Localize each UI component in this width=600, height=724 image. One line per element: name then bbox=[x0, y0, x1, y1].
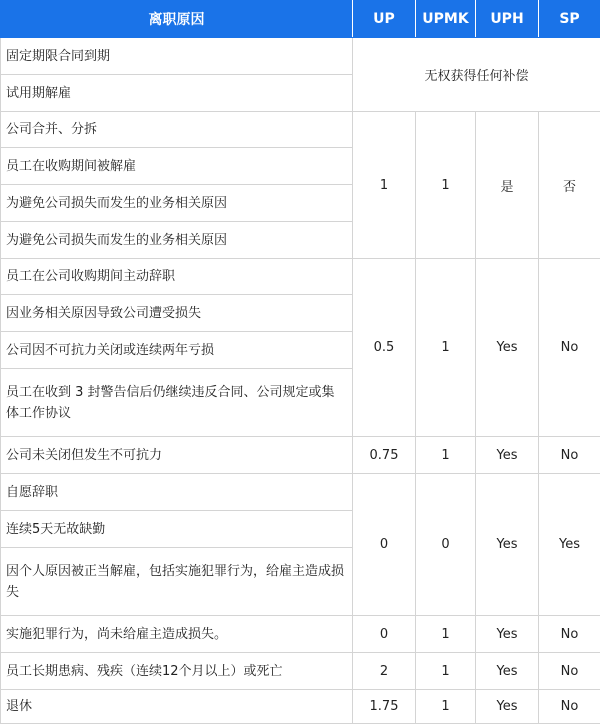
header-up: UP bbox=[353, 1, 416, 38]
reason-cell: 因业务相关原因导致公司遭受损失 bbox=[1, 295, 353, 332]
upmk-cell: 0 bbox=[416, 474, 476, 616]
merged-note-cell: 无权获得任何补偿 bbox=[353, 38, 600, 112]
uph-cell: Yes bbox=[476, 616, 539, 653]
reason-cell: 公司因不可抗力关闭或连续两年亏损 bbox=[1, 332, 353, 369]
reason-cell: 因个人原因被正当解雇，包括实施犯罪行为，给雇主造成损失 bbox=[1, 548, 353, 616]
upmk-cell: 1 bbox=[416, 259, 476, 437]
up-cell: 1.75 bbox=[353, 690, 416, 724]
up-cell: 1 bbox=[353, 112, 416, 259]
reason-cell: 退休 bbox=[1, 690, 353, 724]
upmk-cell: 1 bbox=[416, 690, 476, 724]
up-cell: 0.5 bbox=[353, 259, 416, 437]
reason-cell: 实施犯罪行为，尚未给雇主造成损失。 bbox=[1, 616, 353, 653]
sp-cell: Yes bbox=[539, 474, 600, 616]
header-upmk: UPMK bbox=[416, 1, 476, 38]
up-cell: 2 bbox=[353, 653, 416, 690]
uph-cell: Yes bbox=[476, 690, 539, 724]
sp-cell: No bbox=[539, 437, 600, 474]
header-row bbox=[1, 1, 600, 38]
table-row bbox=[1, 38, 600, 75]
upmk-cell: 1 bbox=[416, 653, 476, 690]
header-uph: UPH bbox=[476, 1, 539, 38]
reason-cell: 自愿辞职 bbox=[1, 474, 353, 511]
sp-cell: No bbox=[539, 259, 600, 437]
upmk-cell: 1 bbox=[416, 437, 476, 474]
reason-cell: 试用期解雇 bbox=[1, 75, 353, 112]
reason-cell: 连续5天无故缺勤 bbox=[1, 511, 353, 548]
table-row bbox=[1, 616, 600, 653]
reason-cell: 固定期限合同到期 bbox=[1, 38, 353, 75]
reason-cell: 公司合并、分拆 bbox=[1, 112, 353, 148]
sp-cell: No bbox=[539, 690, 600, 724]
sp-cell: No bbox=[539, 653, 600, 690]
uph-cell: Yes bbox=[476, 474, 539, 616]
table-row bbox=[1, 690, 600, 724]
reason-cell: 员工在公司收购期间主动辞职 bbox=[1, 259, 353, 295]
reason-cell: 为避免公司损失而发生的业务相关原因 bbox=[1, 222, 353, 259]
sp-cell: 否 bbox=[539, 112, 600, 259]
sp-cell: No bbox=[539, 616, 600, 653]
upmk-cell: 1 bbox=[416, 112, 476, 259]
up-cell: 0.75 bbox=[353, 437, 416, 474]
up-cell: 0 bbox=[353, 474, 416, 616]
upmk-cell: 1 bbox=[416, 616, 476, 653]
uph-cell: Yes bbox=[476, 653, 539, 690]
reason-cell: 员工在收到 3 封警告信后仍继续违反合同、公司规定或集体工作协议 bbox=[1, 369, 353, 437]
header-sp: SP bbox=[539, 1, 600, 38]
table-row bbox=[1, 474, 600, 511]
table-row bbox=[1, 259, 600, 295]
up-cell: 0 bbox=[353, 616, 416, 653]
uph-cell: 是 bbox=[476, 112, 539, 259]
table-row bbox=[1, 112, 600, 148]
reason-cell: 员工在收购期间被解雇 bbox=[1, 148, 353, 185]
header-reason: 离职原因 bbox=[1, 1, 353, 38]
uph-cell: Yes bbox=[476, 259, 539, 437]
uph-cell: Yes bbox=[476, 437, 539, 474]
table-row bbox=[1, 437, 600, 474]
table-row bbox=[1, 653, 600, 690]
reason-cell: 公司未关闭但发生不可抗力 bbox=[1, 437, 353, 474]
reason-cell: 员工长期患病、残疾（连续12个月以上）或死亡 bbox=[1, 653, 353, 690]
reason-cell: 为避免公司损失而发生的业务相关原因 bbox=[1, 185, 353, 222]
